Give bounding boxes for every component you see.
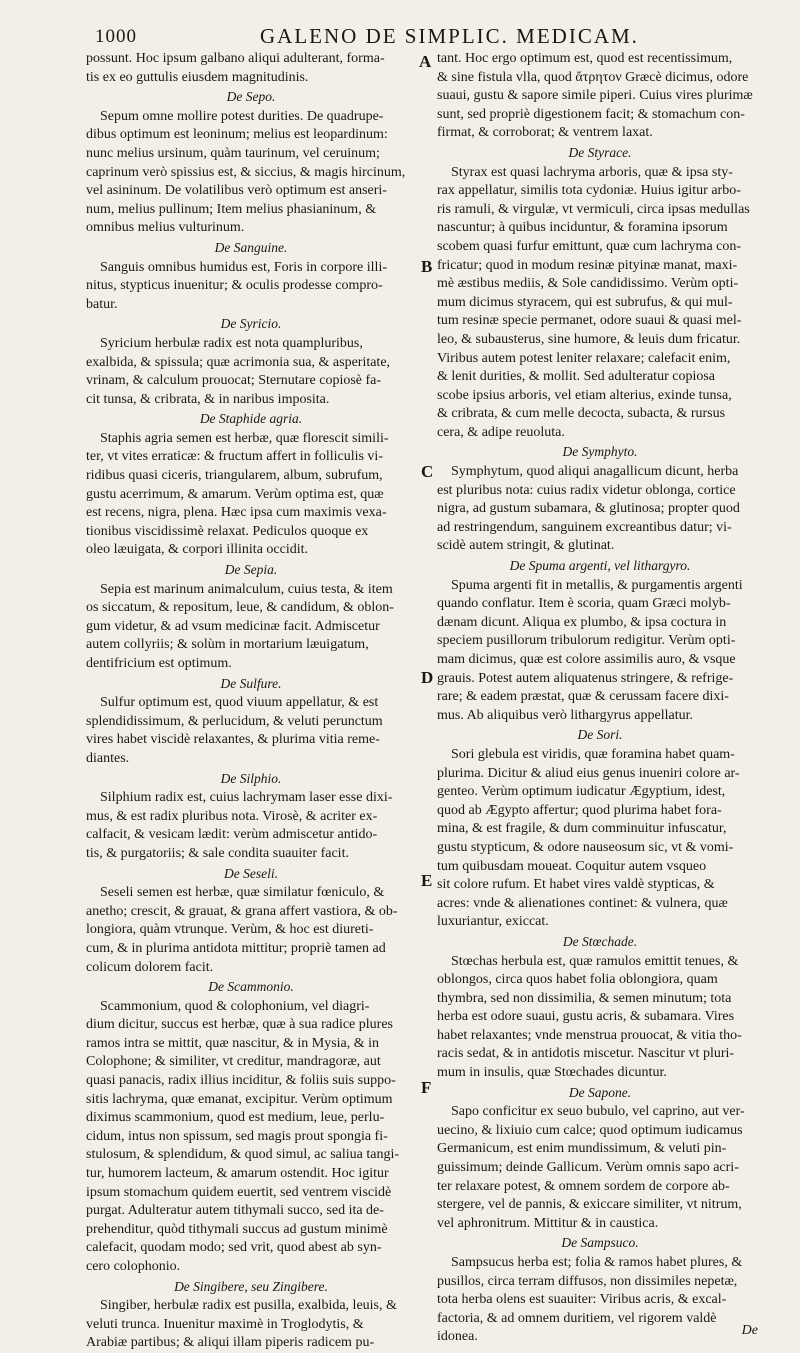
margin-letter-e: E bbox=[421, 871, 433, 890]
paragraph bbox=[86, 694, 416, 768]
text-line: Scammonium, quod & colophonium, vel diagri- bbox=[100, 998, 370, 1014]
text-line: splendidissimum, & perlucidum, & veluti perunctum bbox=[86, 713, 383, 729]
text-line: vel asininum. De volatilibus verò optimum est anseri- bbox=[86, 183, 387, 199]
text-line: nigra, ad gustum subamara, & glutinosa; propter quod bbox=[437, 501, 740, 517]
margin-letter-d: D bbox=[421, 668, 434, 687]
section-heading: De Sapone. bbox=[568, 1084, 632, 1100]
page-number: 1000 bbox=[95, 26, 137, 47]
text-line: est pluribus nota: cuius radix videtur oblonga, cortice bbox=[437, 482, 736, 498]
text-line: firmat, & corroborat; & ventrem laxat. bbox=[437, 125, 653, 141]
text-line: num, melius pullinum; Item melius phasianinum, & bbox=[86, 201, 377, 217]
text-line: Sanguis omnibus humidus est, Foris in corpore illi- bbox=[100, 259, 387, 275]
text-line: tur, humorem lacteum, & amarum ostendit. Hoc igitur bbox=[86, 1166, 389, 1182]
text-line: Staphis agria semen est herbæ, quæ florescit simili- bbox=[100, 430, 389, 446]
section-heading: De Symphyto. bbox=[562, 444, 638, 460]
text-line: dænam dicunt. Aliqua ex plumbo, & ipsa coctura in bbox=[437, 614, 727, 630]
left-column bbox=[86, 50, 416, 1353]
text-line: mum in insulis, quæ Stœchades dicuntur. bbox=[437, 1065, 667, 1081]
text-line: mus, & est radix pluribus nota. Virosè, & acriter ex- bbox=[86, 808, 378, 824]
text-line: tionibus viscidissimè relaxat. Pediculos quoque ex bbox=[86, 523, 369, 539]
text-line: diantes. bbox=[86, 750, 130, 766]
text-line: Sapo conficitur ex seuo bubulo, vel caprino, aut ver- bbox=[451, 1104, 745, 1120]
paragraph bbox=[437, 577, 763, 726]
text-line: possunt. Hoc ipsum galbano aliqui adulterant, forma- bbox=[86, 51, 385, 66]
paragraph bbox=[86, 430, 416, 560]
text-line: dibus optimum est leoninum; melius est leopardinum: bbox=[86, 127, 388, 143]
text-line: quasi panacis, radix illius inciditur, & foliis suis suppo- bbox=[86, 1073, 396, 1089]
paragraph bbox=[437, 50, 763, 143]
text-line: genteo. Verùm optimum iudicatur Ægyptium, idest, bbox=[437, 784, 726, 800]
text-line: plurima. Dicitur & aliud eius genus inueniri colore ar- bbox=[437, 765, 740, 781]
section-heading: De Sanguine. bbox=[214, 239, 288, 255]
text-line: scobem quasi furfur emittunt, quæ cum lachryma con- bbox=[437, 238, 742, 254]
text-line: Stœchas herbula est, quæ ramulos emittit tenues, & bbox=[451, 953, 739, 969]
text-line: rax appellatur, similis tota cydoniæ. Huius igitur arbo- bbox=[437, 183, 741, 199]
text-line: tum resinæ specie permanet, odore suaui & quasi mel- bbox=[437, 313, 742, 329]
text-line: nunc melius ursinum, quàm taurinum, vel ceruinum; bbox=[86, 145, 380, 161]
text-line: cera, & adipe reuoluta. bbox=[437, 424, 565, 440]
paragraph bbox=[86, 335, 416, 409]
text-line: Germanicum, est enim mundissimum, & veluti pin- bbox=[437, 1141, 727, 1157]
text-line: idonea. bbox=[437, 1329, 478, 1345]
section-heading: De Sulfure. bbox=[220, 675, 282, 691]
text-line: gum videtur, & ad vsum medicinæ facit. Admiscetur bbox=[86, 618, 380, 634]
text-line: longiora, quàm vtrunque. Verùm, & hoc est diureti- bbox=[86, 922, 374, 938]
text-line: Sepia est marinum animalculum, cuius testa, & item bbox=[100, 581, 393, 597]
text-line: diximus scammonium, quod est medium, leue, perlu- bbox=[86, 1110, 385, 1126]
text-line: herba est odore suaui, gustu acris, & subamara. Vires bbox=[437, 1009, 735, 1025]
text-line: & cribrata, & cum melle decocta, subacta, & rursus bbox=[437, 406, 726, 422]
text-line: prehenditur, quòd tithymali succus ad gustum minimè bbox=[86, 1221, 388, 1237]
text-line: cit tunsa, & cribrata, & in naribus imposita. bbox=[86, 391, 330, 407]
text-line: Colophone; & similiter, vt creditur, mandragoræ, aut bbox=[86, 1054, 381, 1070]
section-heading: De Singibere, seu Zingibere. bbox=[174, 1278, 328, 1294]
text-line: mina, & est fragile, & dum comminuitur infuscatur, bbox=[437, 821, 727, 837]
text-line: autem collyriis; & solùm in mortarium læuigatum, bbox=[86, 637, 369, 653]
text-line: ter relaxare potest, & omnem sordem de corpore ab- bbox=[437, 1178, 730, 1194]
text-line: vires habet viscidè relaxantes, & plurima vitia reme- bbox=[86, 732, 380, 748]
section-heading: De Syricio. bbox=[220, 316, 282, 332]
text-line: sunt, sed propriè digestionem facit; & stomachum con- bbox=[437, 106, 745, 122]
text-line: dentifricium est optimum. bbox=[86, 656, 232, 671]
text-line: Sampsucus herba est; folia & ramos habet plures, & bbox=[451, 1255, 743, 1270]
text-line: scidè autem stringit, & glutinat. bbox=[437, 538, 615, 554]
text-line: quando conflatur. Item è scoria, quam Græci molyb- bbox=[437, 596, 731, 612]
text-line: caprinum verò spissius est, & siccius, & magis hircinum, bbox=[86, 164, 406, 180]
margin-letter-b: B bbox=[421, 257, 433, 276]
text-line: pusillos, circa terram diffusos, non dissimiles nepetæ, bbox=[437, 1273, 738, 1289]
paragraph bbox=[437, 953, 763, 1083]
text-line: oblongos, circa quos habet folia oblongiora, quam bbox=[437, 972, 718, 988]
section-heading: De Seseli. bbox=[224, 865, 278, 881]
paragraph bbox=[86, 1297, 416, 1353]
paragraph bbox=[86, 108, 416, 238]
text-line: exalbida, & spissula; quæ acrimonia sua, & asperitate, bbox=[86, 354, 391, 370]
text-line: Syricium herbulæ radix est nota quampluribus, bbox=[100, 335, 363, 351]
section-heading: De Sepia. bbox=[224, 562, 278, 578]
right-column bbox=[437, 50, 763, 1347]
text-line: colicum dolorem facit. bbox=[86, 959, 214, 975]
text-line: dium dicitur, succus est herbæ, quæ à sua radice plures bbox=[86, 1017, 393, 1033]
text-line: factoria, & ad omnem duritiem, vel rigorem valdè bbox=[437, 1310, 717, 1326]
text-line: uecino, & lixiuio cum calce; quod optimum iudicamus bbox=[437, 1122, 743, 1138]
text-line: oleo læuigata, & corpori illinita occidit. bbox=[86, 542, 309, 558]
text-line: Symphytum, quod aliqui anagallicum dicunt, herba bbox=[451, 464, 739, 480]
text-line: sitis lachryma, quæ emanat, excipitur. Verùm optimum bbox=[86, 1091, 393, 1107]
text-line: Sulfur optimum est, quod viuum appellatur, & est bbox=[100, 695, 379, 711]
paragraph bbox=[437, 1103, 763, 1233]
section-heading: De Sori. bbox=[577, 727, 623, 743]
text-line: nitus, stypticus inuenitur; & oculis prodesse compro- bbox=[86, 278, 383, 294]
text-line: ramos intra se mittit, quæ nascitur, & in Mysia, & in bbox=[86, 1035, 380, 1051]
section-heading: De Sampsuco. bbox=[561, 1235, 639, 1251]
text-line: Arabiæ partibus; & aliqui illam piperis radicem pu- bbox=[86, 1335, 375, 1351]
text-line: habet relaxantes; vnde menstrua prouocat, & vitia tho- bbox=[437, 1027, 742, 1043]
text-line: vrinam, & calculum prouocat; Sternutare copiosè fa- bbox=[86, 373, 382, 389]
text-line: omnibus melius vulturinum. bbox=[86, 220, 245, 236]
text-line: mam dicimus, quæ est colore assimilis auro, & vsque bbox=[437, 652, 736, 667]
text-line: gustu stypticum, & odore nauseosum sic, vt & vomi- bbox=[437, 839, 734, 855]
text-line: speciem pusillorum tribulorum redigitur. Verùm opti- bbox=[437, 633, 736, 649]
paragraph bbox=[86, 884, 416, 977]
text-line: Sepum omne mollire potest durities. De quadrupe- bbox=[100, 108, 384, 124]
text-line: tis ex eo guttulis eiusdem magnitudinis. bbox=[86, 69, 309, 85]
text-line: cum, & in plurima antidota mittitur; propriè tamen ad bbox=[86, 940, 386, 956]
text-line: scobe ipsius arboris, vel etiam alterius, exinde tunsa, bbox=[437, 387, 732, 403]
text-line: sit colore rufum. Et habet vires valdè stypticas, & bbox=[437, 877, 715, 893]
section-heading: De Sepo. bbox=[226, 89, 276, 105]
text-line: thymbra, sed non dissimilia, & semen minutum; tota bbox=[437, 990, 732, 1006]
text-line: mè æstibus mediis, & Sole candidissimo. Verùm opti- bbox=[437, 276, 739, 292]
text-line: calefacit, quodam modo; sed vrit, quod abest ab syn- bbox=[86, 1240, 382, 1256]
text-line: nascuntur; à quibus inciduntur, & foramina ipsorum bbox=[437, 220, 728, 236]
text-line: leo, & subausterus, sine humore, & leuis dum fricatur. bbox=[437, 331, 741, 347]
text-line: stulosum, & splendidum, & quod simul, ac saliua tangi- bbox=[86, 1147, 400, 1163]
text-line: guissimum; deinde Gallicum. Verùm omnis sapo acri- bbox=[437, 1160, 739, 1176]
text-line: cidum, intus non spissum, sed magis prout spongia fi- bbox=[86, 1128, 388, 1144]
text-line: fricatur; quod in modum resinæ pityinæ manat, maxi- bbox=[437, 257, 738, 273]
section-heading: De Staphide agria. bbox=[199, 411, 303, 427]
text-line: mus. Ab aliquibus verò lithargyrus appellatur. bbox=[437, 707, 693, 723]
text-line: ridibus quasi ciceris, triangularem, album, subrufum, bbox=[86, 468, 383, 484]
section-heading: De Spuma argenti, vel lithargyro. bbox=[509, 558, 691, 574]
paragraph bbox=[437, 746, 763, 932]
section-heading: De Silphio. bbox=[220, 770, 282, 786]
text-line: racis sedat, & in antidotis miscetur. Nascitur vt pluri- bbox=[437, 1046, 735, 1062]
text-line: luxuriantur, exiccat. bbox=[437, 914, 549, 930]
text-line: Seseli semen est herbæ, quæ similatur fœniculo, & bbox=[100, 885, 385, 901]
text-line: ipsum stomachum quidem euertit, sed ventrem viscidè bbox=[86, 1184, 392, 1200]
running-title: GALENO DE SIMPLIC. MEDICAM. bbox=[260, 24, 639, 48]
text-line: acres: vnde & alienationes continet: & vulnera, quæ bbox=[437, 895, 728, 911]
text-line: veluti trunca. Inuenitur maximè in Troglodytis, & bbox=[86, 1316, 364, 1332]
text-line: tota herba olens est suauiter: Viribus acris, & excal- bbox=[437, 1292, 727, 1308]
text-line: Singiber, herbulæ radix est pusilla, exalbida, leuis, & bbox=[100, 1298, 397, 1314]
catchword: De bbox=[741, 1323, 758, 1338]
text-line: Viribus autem potest leniter relaxare; calefacit enim, bbox=[437, 350, 731, 366]
text-line: tant. Hoc ergo optimum est, quod est recentissimum, bbox=[437, 51, 733, 66]
text-line: ris ramuli, & virgulæ, vt vermiculi, circa ipsas medullas bbox=[437, 201, 750, 217]
section-heading: De Stœchade. bbox=[562, 933, 638, 949]
text-line: & lenit durities, & mollit. Sed adulteratur copiosa bbox=[437, 369, 716, 385]
margin-letter-a: A bbox=[419, 52, 432, 71]
paragraph bbox=[437, 164, 763, 443]
text-line: Spuma argenti fit in metallis, & purgamentis argenti bbox=[451, 577, 743, 593]
text-line: gustu acerrimum, & amarum. Verùm optima est, quæ bbox=[86, 486, 384, 502]
text-line: quod ab Ægypto affertur; quod plurima habet fora- bbox=[437, 802, 722, 818]
text-line: Sori glebula est viridis, quæ foramina habet quam- bbox=[451, 746, 735, 762]
text-line: mum dicimus styracem, qui est subrufus, & qui mul- bbox=[437, 294, 733, 310]
paragraph bbox=[86, 581, 416, 674]
text-line: ad restringendum, sanguinem excreantibus datur; vi- bbox=[437, 519, 732, 535]
section-heading: De Styrace. bbox=[568, 144, 632, 160]
text-line: cero colophonio. bbox=[86, 1259, 181, 1274]
margin-letter-f: F bbox=[421, 1078, 432, 1097]
text-line: anetho; crescit, & grauat, & grana affert vastiora, & ob- bbox=[86, 903, 398, 919]
text-line: tis, & purgatoriis; & sale condita suauiter facit. bbox=[86, 845, 349, 861]
text-line: stergere, vel de pannis, & exiccare similiter, vt nitrum, bbox=[437, 1197, 742, 1213]
paragraph bbox=[86, 789, 416, 863]
section-heading: De Scammonio. bbox=[208, 979, 294, 995]
text-line: & sine fistula vlla, quod ἄτρητον Græcè dicimus, odore bbox=[437, 69, 749, 85]
text-line: batur. bbox=[86, 296, 118, 312]
text-line: grauis. Potest autem aliquatenus stringere, & refrige- bbox=[437, 670, 734, 686]
paragraph bbox=[86, 998, 416, 1277]
text-line: purgat. Adulteratur autem tithymali succo, sed ita de- bbox=[86, 1203, 384, 1219]
text-line: tum quibusdam moueat. Coquitur autem vsqueo bbox=[437, 858, 707, 874]
text-line: Styrax est quasi lachryma arboris, quæ & ipsa sty- bbox=[451, 164, 733, 180]
text-line: Silphium radix est, cuius lachrymam laser esse dixi- bbox=[100, 790, 393, 806]
text-line: est recens, nigra, plena. Hæc ipsa cum maximis vexa- bbox=[86, 505, 387, 521]
text-line: suaui, gustu & sapore simile piperi. Cuius vires plurimæ bbox=[437, 88, 753, 104]
paragraph bbox=[437, 1254, 763, 1347]
text-line: calfacit, & vesicam lædit: verùm admiscetur antido- bbox=[86, 827, 378, 843]
running-header bbox=[95, 22, 760, 52]
paragraph bbox=[86, 259, 416, 315]
paragraph bbox=[86, 50, 416, 87]
margin-letter-c: C bbox=[421, 462, 434, 481]
paragraph bbox=[437, 463, 763, 556]
text-line: rare; & eadem præstat, quæ & cerussam facere dixi- bbox=[437, 689, 729, 705]
text-line: os siccatum, & repositum, leue, & candidum, & oblon- bbox=[86, 600, 394, 616]
text-line: ter, vt vites erraticæ: & fructum affert in folliculis vi- bbox=[86, 449, 383, 465]
text-line: vel aphronitrum. Mittitur & in caustica. bbox=[437, 1215, 659, 1231]
